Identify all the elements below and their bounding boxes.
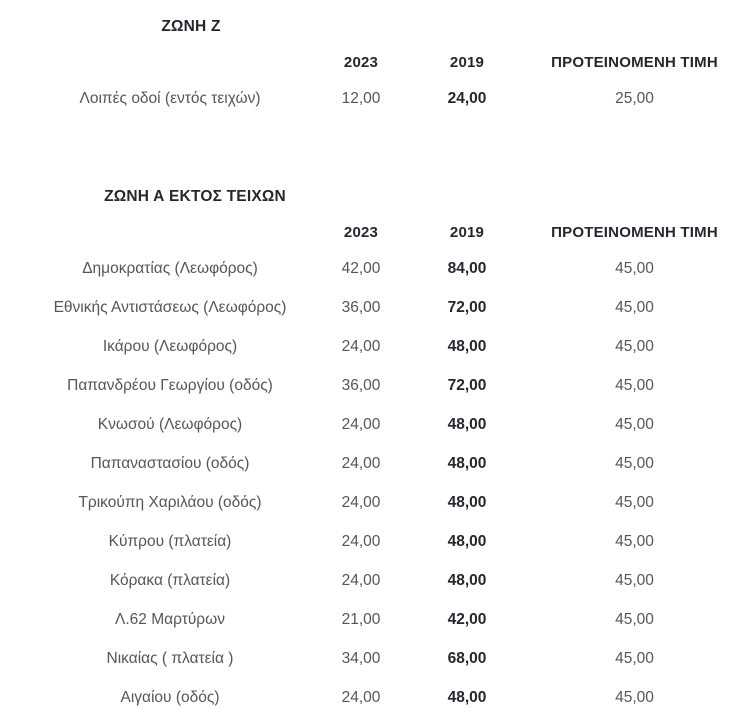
table-row (0, 288, 747, 327)
price-2019-cell: 48,00 (447, 688, 487, 706)
table-row (0, 600, 747, 639)
price-2023-cell: 24,00 (341, 454, 381, 472)
proposed-price-cell: 45,00 (615, 649, 654, 667)
price-2019-cell: 48,00 (447, 454, 487, 472)
column-header-2019: 2019 (449, 223, 485, 241)
proposed-price-cell: 25,00 (615, 89, 654, 107)
street-name-cell: Αιγαίου (οδός) (120, 688, 220, 706)
price-2019-cell: 84,00 (447, 259, 487, 277)
price-2019-cell: 48,00 (447, 532, 487, 550)
price-2023-cell: 24,00 (341, 337, 381, 355)
price-2023-cell: 24,00 (341, 532, 381, 550)
price-2019-cell: 72,00 (447, 376, 487, 394)
column-header-2023: 2023 (343, 53, 379, 71)
proposed-price-cell: 45,00 (615, 376, 654, 394)
street-name-cell: Κύπρου (πλατεία) (108, 532, 232, 550)
table-row (0, 522, 747, 561)
price-table-zone-a (0, 215, 747, 717)
proposed-price-cell: 45,00 (615, 337, 654, 355)
column-header-street (0, 215, 310, 249)
price-2019-cell: 48,00 (447, 415, 487, 433)
price-2019-cell: 48,00 (447, 337, 487, 355)
table-row (0, 483, 747, 522)
proposed-price-cell: 45,00 (615, 415, 654, 433)
price-2019-cell: 42,00 (447, 610, 487, 628)
zone-title: ΖΩΝΗ Α ΕΚΤΟΣ ΤΕΙΧΩΝ (104, 188, 286, 205)
street-name-cell: Τρικούπη Χαριλάου (οδός) (78, 493, 262, 511)
price-2023-cell: 12,00 (341, 89, 381, 107)
table-row (0, 405, 747, 444)
price-2019-cell: 48,00 (447, 571, 487, 589)
street-name-cell: Ικάρου (Λεωφόρος) (102, 337, 238, 355)
table-header (0, 45, 747, 79)
table-row (0, 327, 747, 366)
street-name-cell: Λ.62 Μαρτύρων (115, 610, 225, 628)
price-2023-cell: 24,00 (341, 571, 381, 589)
price-2023-cell: 24,00 (341, 493, 381, 511)
price-2019-cell: 72,00 (447, 298, 487, 316)
price-2019-cell: 48,00 (447, 493, 487, 511)
proposed-price-cell: 45,00 (615, 532, 654, 550)
street-name-cell: Λοιπές οδοί (εντός τειχών) (79, 89, 261, 107)
proposed-price-cell: 45,00 (615, 298, 654, 316)
column-header-proposed-price: ΠΡΟΤΕΙΝΟΜΕΝΗ ΤΙΜΗ (551, 53, 718, 71)
table-row (0, 79, 747, 118)
table-row (0, 366, 747, 405)
header-row (0, 215, 747, 249)
proposed-price-cell: 45,00 (615, 688, 654, 706)
table-row (0, 639, 747, 678)
price-2023-cell: 24,00 (341, 415, 381, 433)
proposed-price-cell: 45,00 (615, 610, 654, 628)
header-row (0, 45, 747, 79)
proposed-price-cell: 45,00 (615, 259, 654, 277)
table-row (0, 561, 747, 600)
price-2023-cell: 21,00 (341, 610, 381, 628)
price-2019-cell: 24,00 (447, 89, 487, 107)
table-row (0, 444, 747, 483)
price-2023-cell: 36,00 (341, 298, 381, 316)
proposed-price-cell: 45,00 (615, 454, 654, 472)
street-name-cell: Νικαίας ( πλατεία ) (106, 649, 234, 667)
column-header-proposed-price: ΠΡΟΤΕΙΝΟΜΕΝΗ ΤΙΜΗ (551, 223, 718, 241)
price-2023-cell: 42,00 (341, 259, 381, 277)
street-name-cell: Κόρακα (πλατεία) (109, 571, 231, 589)
street-name-cell: Εθνικής Αντιστάσεως (Λεωφόρος) (53, 298, 287, 316)
table-header (0, 215, 747, 249)
column-header-street (0, 45, 310, 79)
street-name-cell: Παπαναστασίου (οδός) (90, 454, 250, 472)
price-2023-cell: 36,00 (341, 376, 381, 394)
zone-section-zone-a (0, 118, 747, 717)
table-row (0, 678, 747, 717)
price-2023-cell: 34,00 (341, 649, 381, 667)
zone-title: ΖΩΝΗ Ζ (161, 18, 221, 35)
table-body (0, 249, 747, 717)
proposed-price-cell: 45,00 (615, 493, 654, 511)
table-body (0, 79, 747, 118)
column-header-2019: 2019 (449, 53, 485, 71)
price-2019-cell: 68,00 (447, 649, 487, 667)
price-table-zone-z (0, 45, 747, 118)
zone-section-zone-z (0, 0, 747, 118)
proposed-price-cell: 45,00 (615, 571, 654, 589)
street-name-cell: Κνωσού (Λεωφόρος) (97, 415, 243, 433)
table-row (0, 249, 747, 288)
price-2023-cell: 24,00 (341, 688, 381, 706)
column-header-2023: 2023 (343, 223, 379, 241)
street-name-cell: Παπανδρέου Γεωργίου (οδός) (67, 376, 273, 394)
street-name-cell: Δημοκρατίας (Λεωφόρος) (82, 259, 258, 277)
